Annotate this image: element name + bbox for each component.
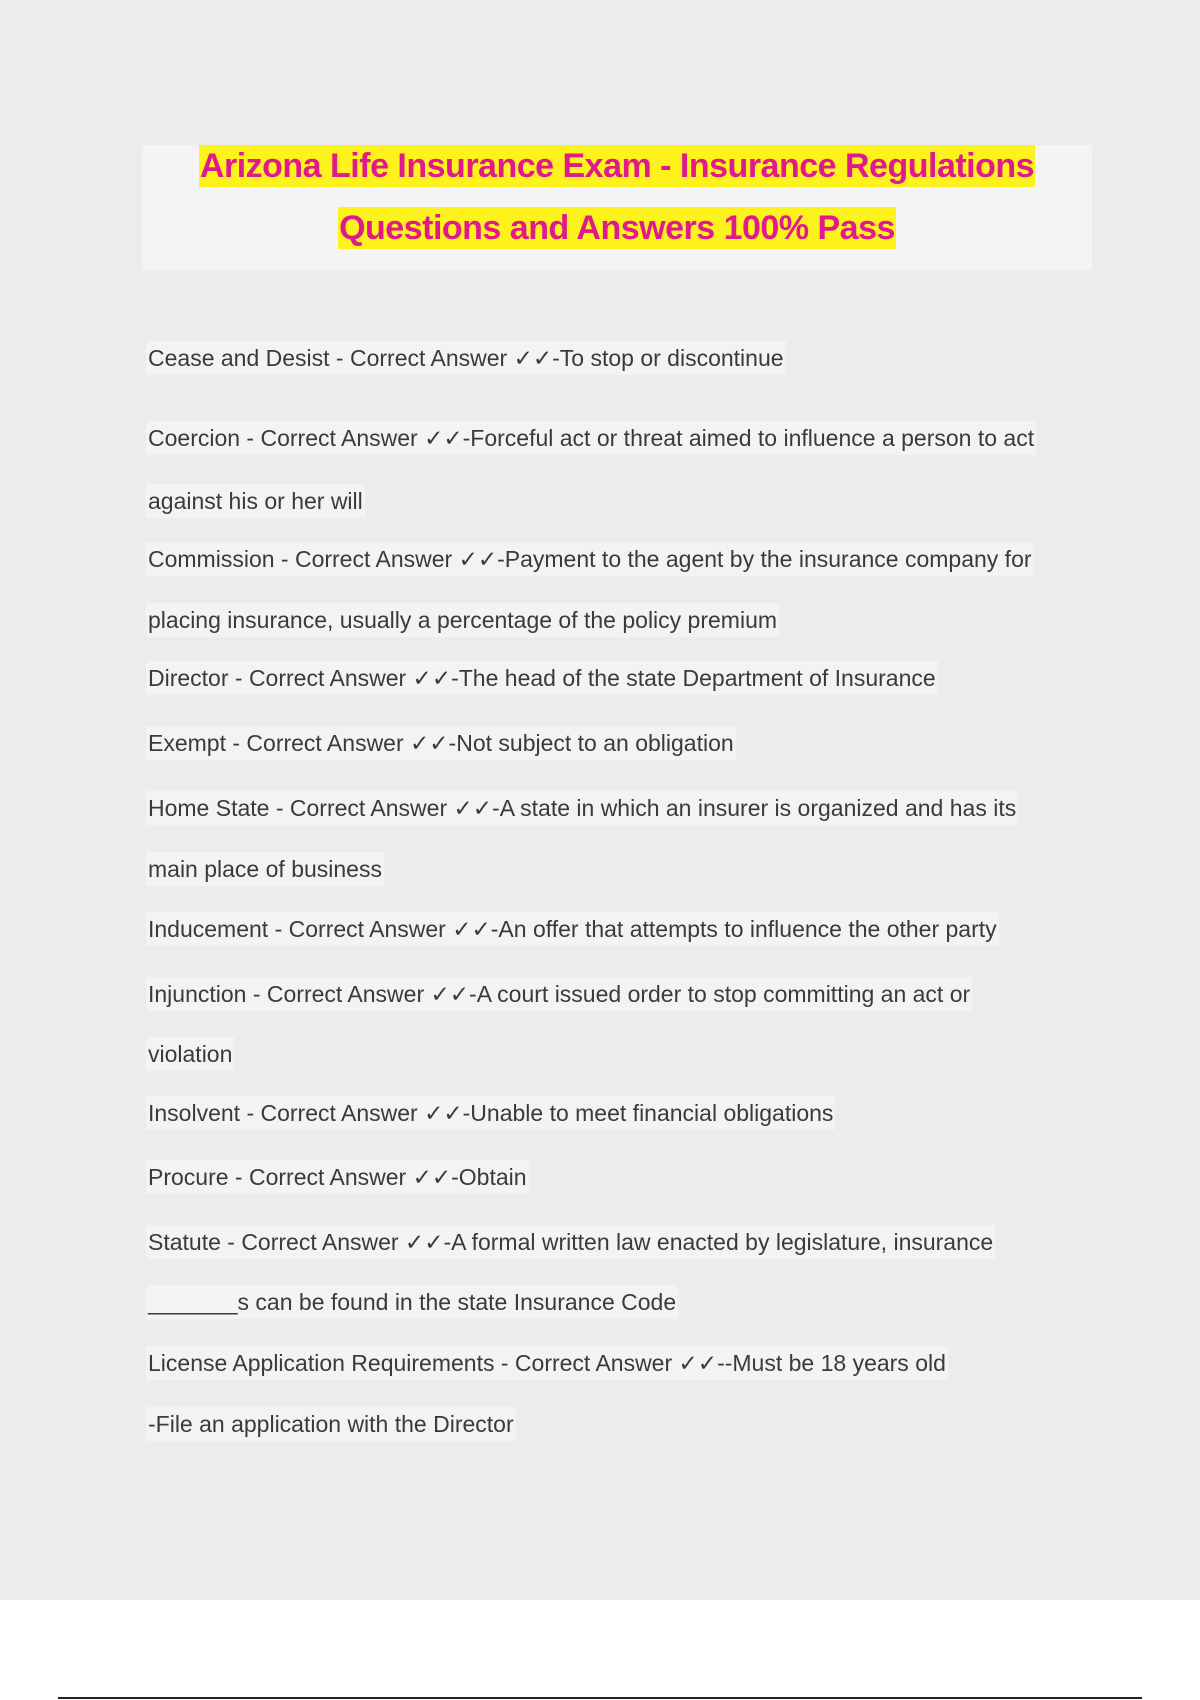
qa-line: License Application Requirements - Correct Answer ✓✓--Must be 18 years old <box>146 1346 948 1380</box>
qa-line: _______s can be found in the state Insurance Code <box>146 1285 678 1319</box>
footer-divider <box>58 1697 1142 1699</box>
qa-line: Statute - Correct Answer ✓✓-A formal written law enacted by legislature, insurance <box>146 1225 995 1259</box>
qa-line: Coercion - Correct Answer ✓✓-Forceful act or threat aimed to influence a person to act <box>146 421 1036 455</box>
page-footer <box>0 1600 1200 1700</box>
qa-line: Injunction - Correct Answer ✓✓-A court issued order to stop committing an act or <box>146 977 972 1011</box>
qa-line: -File an application with the Director <box>146 1407 516 1441</box>
qa-line: main place of business <box>146 852 384 886</box>
qa-line: Cease and Desist - Correct Answer ✓✓-To stop or discontinue <box>146 341 786 375</box>
qa-line: Procure - Correct Answer ✓✓-Obtain <box>146 1160 529 1194</box>
document-title-line-2: Questions and Answers 100% Pass <box>339 209 895 247</box>
document-title-block <box>142 145 1092 270</box>
qa-line: Home State - Correct Answer ✓✓-A state in which an insurer is organized and has its <box>146 791 1018 825</box>
document-title-line-1: Arizona Life Insurance Exam - Insurance Regulations <box>199 147 1035 185</box>
qa-line: against his or her will <box>146 484 365 518</box>
qa-line: Inducement - Correct Answer ✓✓-An offer that attempts to influence the other party <box>146 912 999 946</box>
qa-line: placing insurance, usually a percentage of the policy premium <box>146 603 779 637</box>
qa-line: violation <box>146 1037 234 1071</box>
qa-line: Commission - Correct Answer ✓✓-Payment to the agent by the insurance company for <box>146 542 1034 576</box>
qa-line: Insolvent - Correct Answer ✓✓-Unable to meet financial obligations <box>146 1096 835 1130</box>
qa-line: Director - Correct Answer ✓✓-The head of the state Department of Insurance <box>146 661 938 695</box>
qa-line: Exempt - Correct Answer ✓✓-Not subject to an obligation <box>146 726 736 760</box>
